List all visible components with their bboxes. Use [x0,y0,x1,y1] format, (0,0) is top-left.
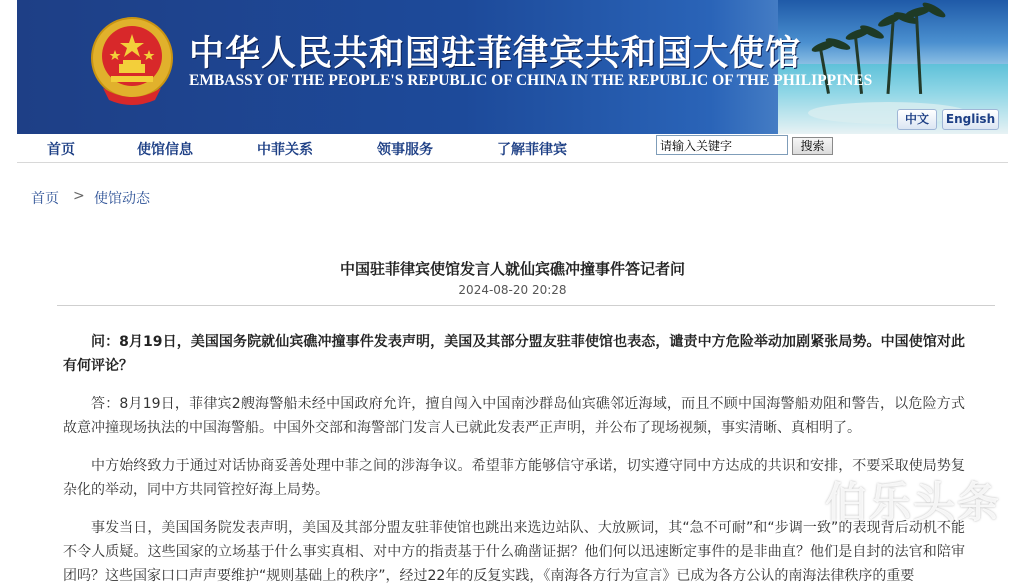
article-paragraph-3: 事发当日，美国国务院发表声明，美国及其部分盟友驻菲使馆也跳出来选边站队、大放厥词，其“急不可耐”和“步调一致”的表现背后动机不能不令人质疑。这些国家的立场基于什么事实真相、对中方的指责基于什么确凿证据？他们何以迅速断定事件的是非曲直？他们是自封的法官和陪审团吗？这些国家口口声声要维护“规则基础上的秩序”，经过22年的反复实践，《南海各方行为宣言》已成为各方公认的南海法律秩序的重要 [63,520,965,584]
search-input[interactable]: 请输入关键字 [656,135,788,155]
article-paragraph-2: 中方始终致力于通过对话协商妥善处理中菲之间的涉海争议。希望菲方能够信守承诺，切实遵守同中方达成的共识和安排，不要采取使局势复杂化的举动，同中方共同管控好海上局势。 [63,458,965,498]
language-chinese-button[interactable]: 中文 [897,109,937,130]
header-banner [17,0,1008,134]
breadcrumb-home-link[interactable]: 首页 [31,191,59,207]
search-button[interactable]: 搜索 [792,137,833,155]
nav-item-home[interactable]: 首页 [47,142,75,158]
embassy-title-en: EMBASSY OF THE PEOPLE'S REPUBLIC OF CHINA IN THE REPUBLIC OF THE PHILIPPINES [189,72,873,89]
page [17,0,1008,584]
embassy-title-cn: 中华人民共和国驻菲律宾共和国大使馆 [189,33,802,74]
article-title: 中国驻菲律宾使馆发言人就仙宾礁冲撞事件答记者问 [339,260,685,278]
nav-item-embassy-info[interactable]: 使馆信息 [137,142,193,158]
language-english-button[interactable]: English [942,109,999,130]
article-paragraph-question: 问：8月19日，美国国务院就仙宾礁冲撞事件发表声明，美国及其部分盟友驻菲使馆也表态，谴责中方危险举动加剧紧张局势。中国使馆对此有何评论？ [63,334,965,374]
breadcrumb-separator: > [73,188,85,204]
article-paragraph-answer: 答：8月19日，菲律宾2艘海警船未经中国政府允许，擅自闯入中国南沙群岛仙宾礁邻近海域，而且不顾中国海警船劝阻和警告，以危险方式故意冲撞现场执法的中国海警船。中国外交部和海警部门发言人已就此发表严正声明，并公布了现场视频，事实清晰、真相明了。 [63,396,965,436]
nav-item-china-philippines-relations[interactable]: 中菲关系 [257,142,313,158]
article-date: 2024-08-20 20:28 [458,283,567,297]
title-divider [57,305,995,306]
breadcrumb-current-link[interactable]: 使馆动态 [94,191,150,207]
main-nav [17,134,1008,163]
national-emblem-icon [89,14,175,106]
nav-item-consular-services[interactable]: 领事服务 [377,142,433,158]
nav-item-about-philippines[interactable]: 了解菲律宾 [497,142,567,158]
watermark: 伯乐头条 [825,478,1002,527]
